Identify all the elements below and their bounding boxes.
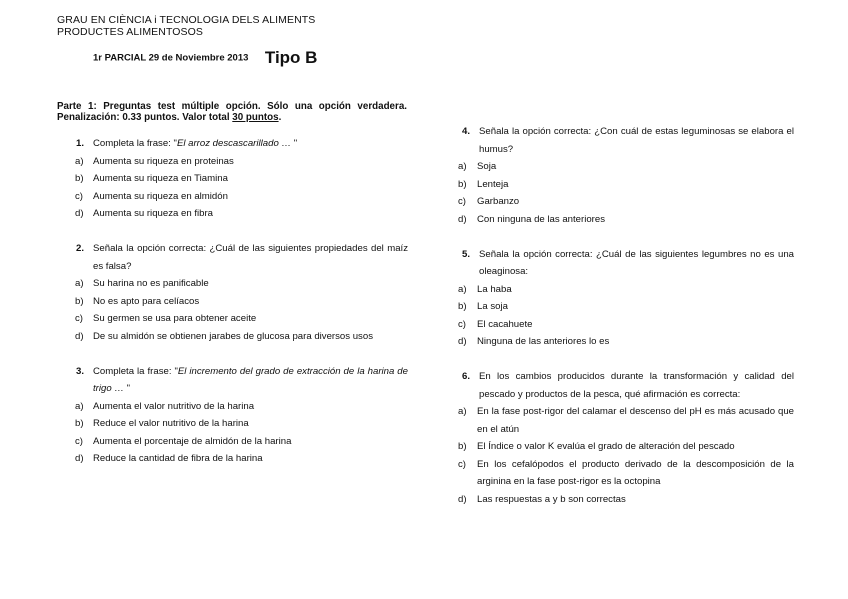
exam-date: 1r PARCIAL 29 de Noviembre 2013 [93, 52, 249, 64]
option-letter: a) [458, 406, 467, 417]
option-c [75, 310, 408, 328]
option-text: En la fase post-rigor del calamar el descenso del pH es más acusado que en el atún [477, 406, 794, 435]
option-a [75, 275, 408, 293]
question-text-italic: El arroz descascarillado … [176, 138, 292, 149]
option-letter: a) [75, 155, 84, 167]
right-column [458, 123, 794, 526]
instructions-end: . [278, 112, 282, 123]
option-a [458, 281, 794, 299]
option-text: Las respuestas a y b son correctas [477, 493, 626, 505]
option-letter: b) [458, 301, 467, 312]
question-text: En los cambios producidos durante la transformación y calidad del pescado y productos de la pesca, qué afirmación es correcta: [479, 371, 794, 400]
question-number: 2. [76, 243, 85, 254]
option-text: Garbanzo [477, 196, 520, 207]
question-number: 4. [462, 126, 471, 137]
option-letter: b) [458, 178, 467, 190]
header-subject: PRODUCTES ALIMENTOSOS [57, 26, 204, 38]
option-text: Soja [477, 161, 497, 172]
option-letter: a) [458, 283, 467, 295]
question-text: Señala la opción correcta: ¿Cuál de las siguientes legumbres no es una oleaginosa: [479, 248, 794, 277]
option-d [458, 211, 794, 229]
question-text-pre: Completa la frase: " [93, 365, 178, 377]
option-letter: c) [75, 313, 83, 324]
option-a [75, 153, 408, 171]
option-text: Reduce la cantidad de fibra de la harina [93, 453, 263, 464]
question-stem [72, 135, 408, 153]
option-text: La soja [477, 301, 508, 312]
question-1 [72, 135, 408, 223]
option-text: En los cefalópodos el producto derivado de la descomposición de la arginina en la fase post-rigor es la octopina [477, 458, 794, 487]
option-text: Aumenta su riqueza en Tiamina [93, 173, 228, 184]
document-header [57, 14, 315, 38]
option-d [458, 333, 794, 351]
option-text: No es apto para celíacos [93, 295, 200, 307]
option-text: Aumenta su riqueza en almidón [93, 190, 228, 202]
header-degree: GRAU EN CIÈNCIA i TECNOLOGIA DELS ALIMENTS [57, 14, 316, 26]
option-text: Aumenta su riqueza en proteinas [93, 155, 234, 167]
option-a [75, 398, 408, 416]
option-letter: a) [458, 161, 467, 172]
option-b [75, 415, 408, 433]
question-text: Señala la opción correcta: ¿Cuál de las siguientes propiedades del maíz es falsa? [93, 243, 408, 272]
option-letter: c) [75, 190, 83, 202]
option-text: Aumenta el porcentaje de almidón de la harina [93, 435, 292, 447]
question-stem [458, 123, 794, 158]
left-column [72, 135, 408, 485]
question-number: 1. [76, 138, 85, 149]
option-letter: d) [75, 208, 84, 219]
option-letter: c) [458, 196, 466, 207]
option-text: La haba [477, 283, 512, 295]
exam-type: Tipo B [264, 48, 318, 67]
option-text: Aumenta el valor nutritivo de la harina [93, 400, 255, 412]
option-c [75, 433, 408, 451]
option-c [75, 188, 408, 206]
option-b [75, 293, 408, 311]
option-b [458, 298, 794, 316]
option-d [75, 205, 408, 223]
question-text-post: " [123, 383, 131, 394]
option-text: Su germen se usa para obtener aceite [93, 313, 257, 324]
question-stem [458, 246, 794, 281]
question-2 [72, 240, 408, 345]
option-c [458, 316, 794, 334]
option-letter: c) [75, 435, 83, 447]
option-d [75, 450, 408, 468]
option-letter: b) [75, 418, 84, 429]
option-text: El cacahuete [477, 318, 533, 330]
question-text-pre: Completa la frase: " [93, 138, 177, 149]
option-d [75, 328, 408, 346]
option-a [458, 158, 794, 176]
option-letter: b) [75, 295, 84, 307]
question-3 [72, 363, 408, 468]
option-b [75, 170, 408, 188]
instructions-points: 30 puntos [232, 112, 279, 123]
option-text: Lenteja [477, 178, 509, 190]
question-text-post: " [291, 138, 298, 149]
option-b [458, 438, 794, 456]
option-c [458, 193, 794, 211]
option-letter: d) [458, 336, 467, 347]
option-a [458, 403, 794, 438]
question-text [93, 363, 408, 398]
option-text: El Índice o valor K evalúa el grado de alteración del pescado [477, 441, 735, 452]
question-stem [72, 363, 408, 398]
option-letter: a) [75, 278, 84, 289]
question-5 [458, 246, 794, 351]
question-6 [458, 368, 794, 508]
option-text: Reduce el valor nutritivo de la harina [93, 418, 249, 429]
option-letter: b) [458, 441, 467, 452]
option-text: Su harina no es panificable [93, 278, 209, 289]
question-number: 6. [462, 371, 471, 382]
question-number: 3. [76, 365, 85, 377]
option-d [458, 491, 794, 509]
instructions [57, 101, 407, 123]
question-number: 5. [462, 248, 471, 260]
option-text: De su almidón se obtienen jarabes de glucosa para diversos usos [93, 330, 373, 342]
option-b [458, 176, 794, 194]
question-stem [458, 368, 794, 403]
question-stem [72, 240, 408, 275]
question-text-italic: El incremento del grado de extracción de la harina de trigo … [93, 365, 408, 394]
exam-title [93, 48, 317, 68]
question-text: Señala la opción correcta: ¿Con cuál de estas leguminosas se elabora el humus? [479, 126, 794, 155]
option-letter: d) [75, 453, 84, 464]
option-letter: c) [458, 458, 466, 470]
option-text: Ninguna de las anteriores lo es [477, 336, 610, 347]
option-letter: d) [75, 330, 84, 342]
option-letter: b) [75, 173, 84, 184]
option-c [458, 456, 794, 491]
option-letter: d) [458, 493, 467, 505]
question-text [93, 135, 408, 153]
option-text: Aumenta su riqueza en fibra [93, 208, 213, 219]
question-4 [458, 123, 794, 228]
option-letter: d) [458, 213, 467, 225]
option-letter: c) [458, 318, 466, 330]
option-text: Con ninguna de las anteriores [477, 213, 606, 225]
instructions-text: Parte 1: Preguntas test múltiple opción. Sólo una opción verdadera. Penalización: 0.33 puntos. Valor total [57, 101, 407, 123]
option-letter: a) [75, 400, 84, 412]
